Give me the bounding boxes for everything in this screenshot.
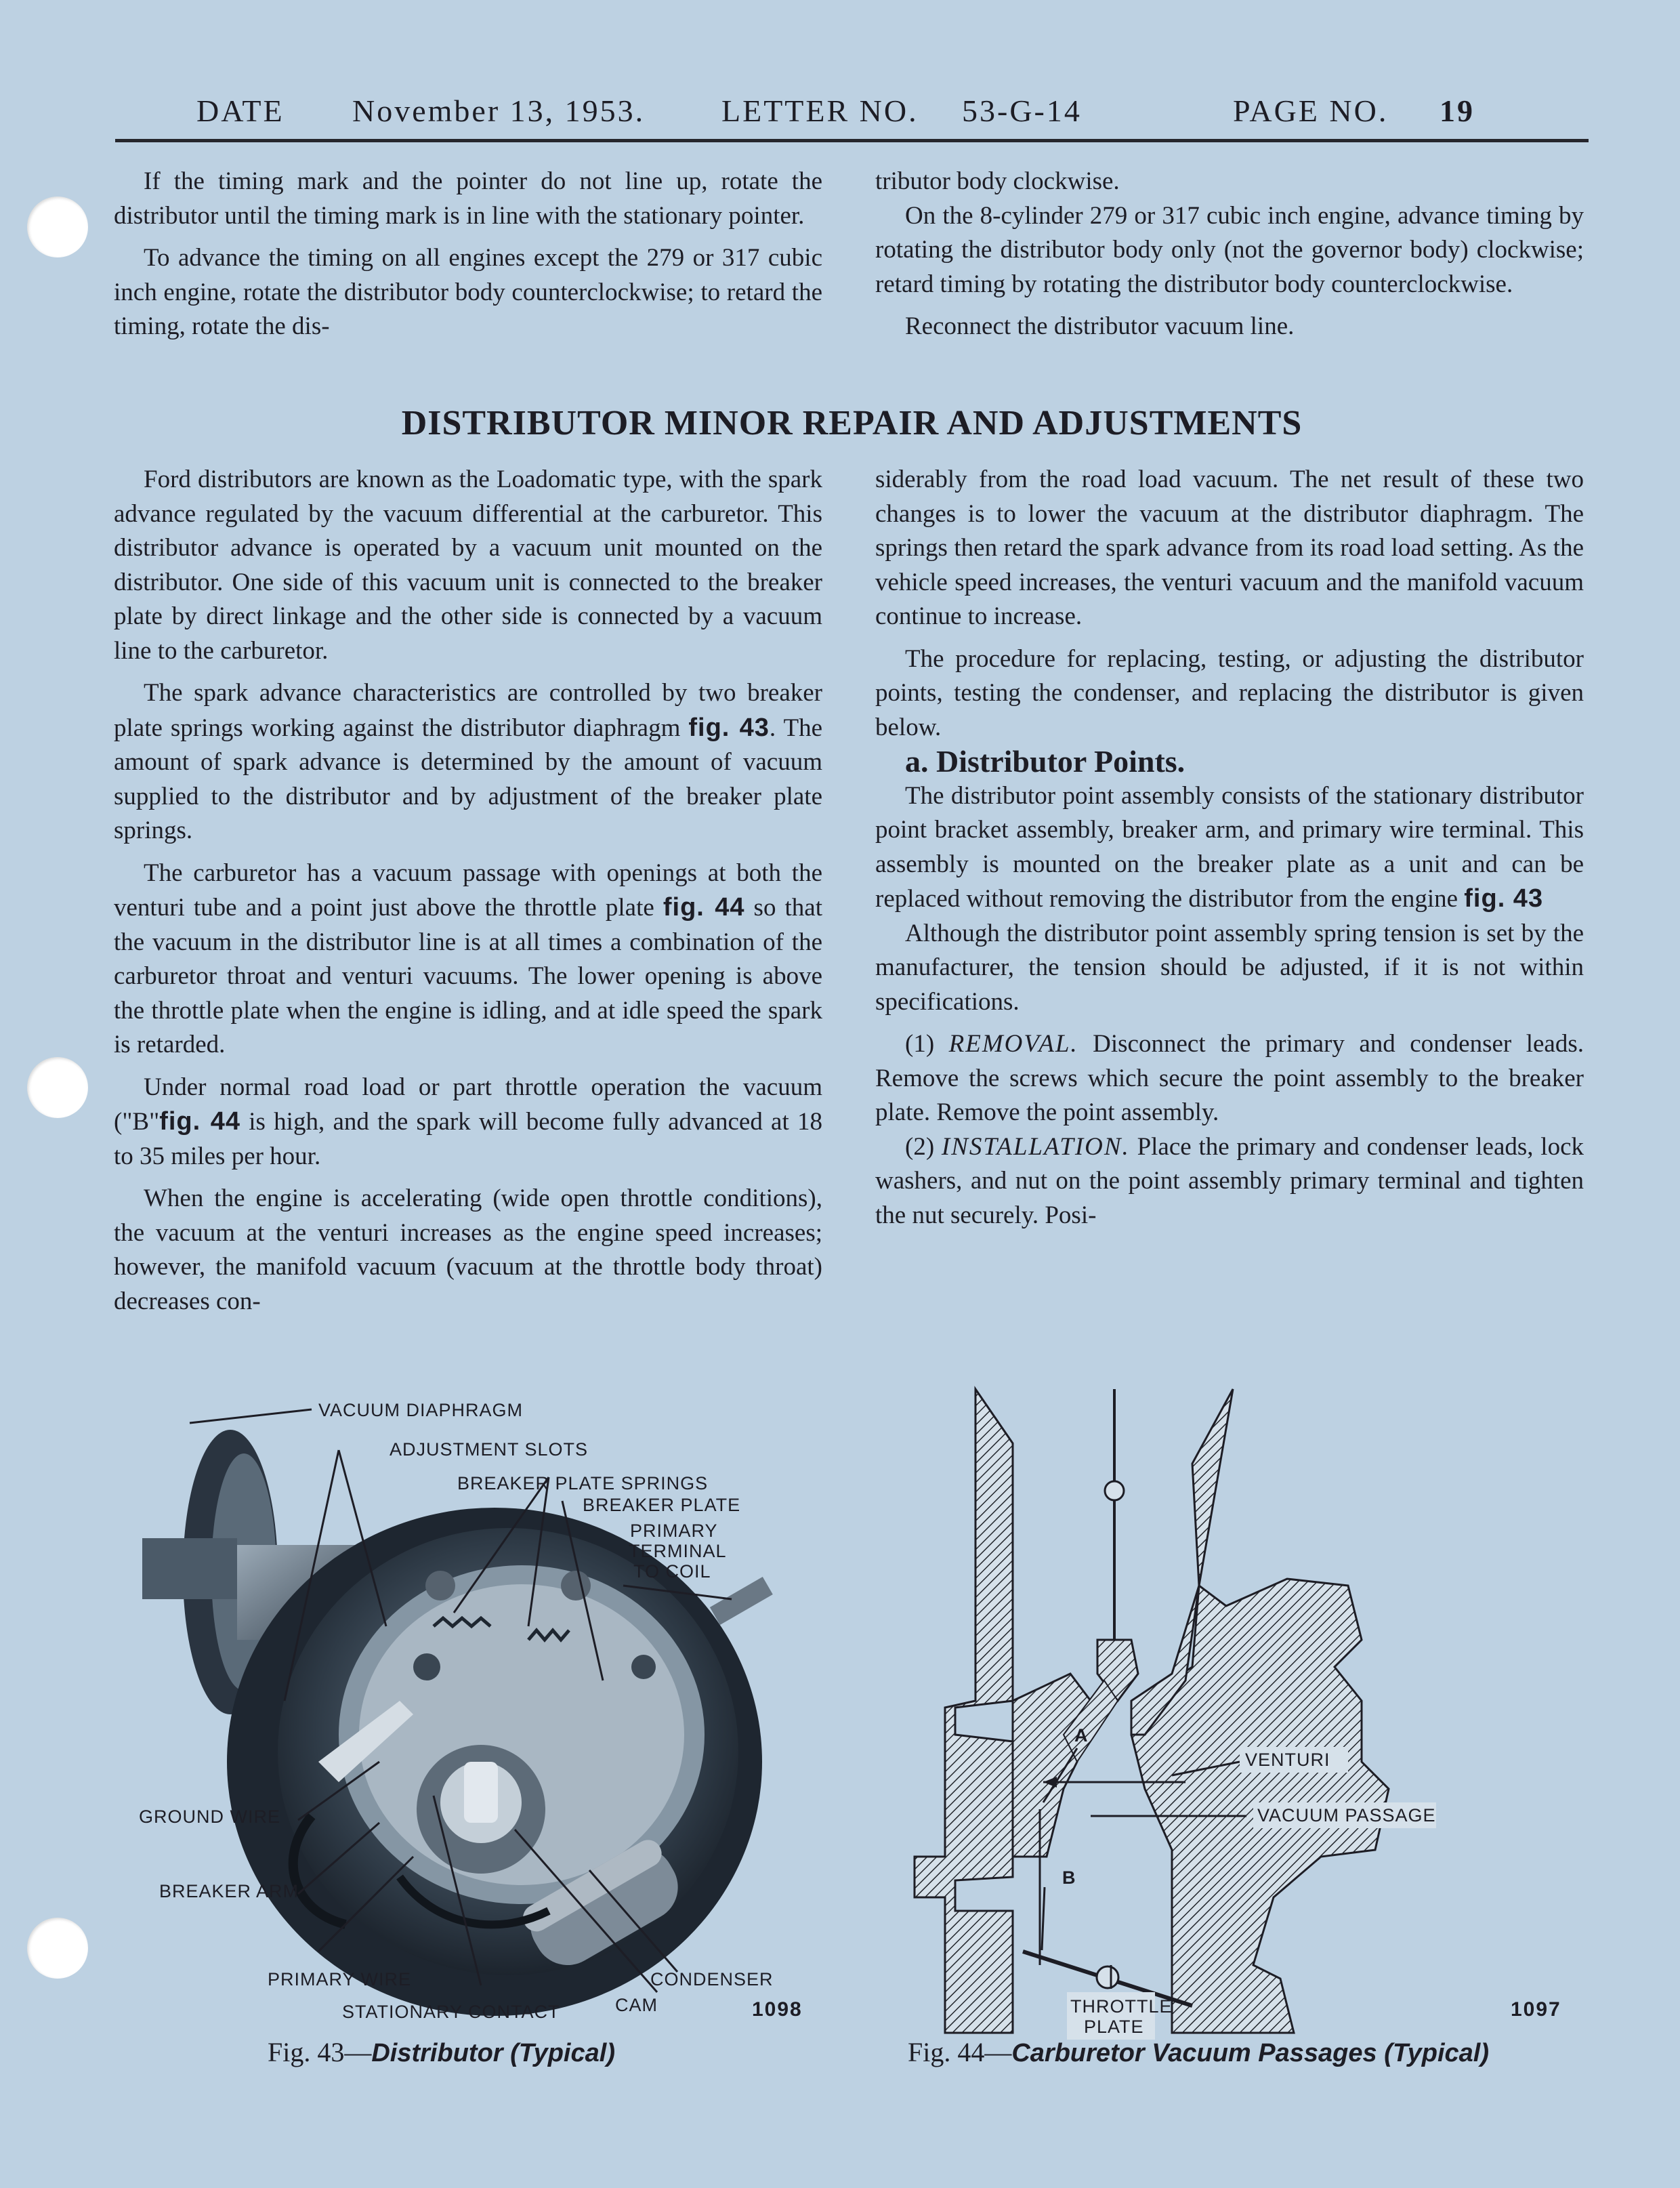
binder-hole-bottom: [27, 1918, 88, 1979]
venturi-shape: [1013, 1674, 1091, 1857]
label-breaker-plate: BREAKER PLATE: [583, 1495, 741, 1515]
figure-43-caption: Fig. 43—Distributor (Typical): [268, 2037, 615, 2067]
label-b: B: [1062, 1867, 1076, 1888]
figure-44-carburetor: [874, 1382, 1592, 2046]
figure-reference[interactable]: fig. 44: [159, 1107, 241, 1136]
section-title: DISTRIBUTOR MINOR REPAIR AND ADJUSTMENTS: [401, 404, 1303, 442]
top-left-text: [114, 165, 822, 344]
left-column: [114, 463, 822, 1319]
paragraph: To advance the timing on all engines except the 279 or 317 cubic inch engine, rotate the distributor body counterclockwise; to retard the timing, rotate the dis-: [114, 244, 822, 340]
letter-label: LETTER NO.: [721, 94, 919, 128]
label-adjustment-slots: ADJUSTMENT SLOTS: [390, 1439, 589, 1460]
right-body-shape: [1131, 1389, 1389, 2033]
binder-hole-top: [27, 197, 88, 257]
label-venturi: VENTURI: [1245, 1750, 1330, 1770]
paragraph: The distributor point assembly consists of the stationary distributor point bracket assembly, breaker arm, and primary wire terminal. This assembly is mounted on the breaker plate as a unit and can be replaced without removing the distributor from the engine fig. 43: [875, 781, 1584, 913]
page-label: PAGE NO.: [1233, 94, 1389, 128]
figure-reference[interactable]: fig. 44: [663, 893, 745, 922]
paragraph: tributor body clockwise.: [875, 167, 1120, 195]
subsection-heading: a. Distributor Points.: [905, 744, 1185, 779]
label-condenser: CONDENSER: [650, 1969, 774, 1989]
label-primary-terminal: PRIMARY: [630, 1521, 718, 1541]
label-stationary-contact: STATIONARY CONTACT: [342, 2002, 560, 2022]
paragraph: If the timing mark and the pointer do not line up, rotate the distributor until the timing mark is in line with the stationary pointer.: [114, 167, 822, 230]
label-breaker-arm: BREAKER ARM: [159, 1881, 299, 1901]
label-vacuum-passage: VACUUM PASSAGE: [1257, 1805, 1436, 1825]
figure-number: 1097: [1511, 1998, 1561, 2021]
label-primary-terminal-2: TERMINAL: [629, 1541, 727, 1561]
paragraph: The procedure for replacing, testing, or adjusting the distributor points, testing the condenser, and replacing the distributor is given below.: [875, 644, 1584, 741]
label-breaker-plate-springs: BREAKER PLATE SPRINGS: [457, 1473, 709, 1493]
label-primary-terminal-3: TO COIL: [633, 1561, 711, 1582]
figure-reference[interactable]: fig. 43: [688, 713, 770, 742]
paragraph: (2) INSTALLATION. Place the primary and condenser leads, lock washers, and nut on the point assembly primary terminal and tighten the nut securely. Posi-: [875, 1132, 1584, 1229]
label-vacuum-diaphragm: VACUUM DIAPHRAGM: [318, 1400, 524, 1420]
label-plate: PLATE: [1084, 2017, 1144, 2037]
date-label: DATE: [196, 94, 285, 128]
figure-number: 1098: [752, 1998, 803, 2021]
removal-term: REMOVAL.: [948, 1030, 1078, 1058]
left-wall-shape: [915, 1389, 1013, 2033]
page-value: 19: [1440, 94, 1475, 128]
date-value: November 13, 1953.: [352, 94, 646, 128]
label-primary-wire: PRIMARY WIRE: [268, 1969, 412, 1989]
paragraph: Ford distributors are known as the Loadomatic type, with the spark advance regulated by the vacuum differential at the carburetor. This distributor advance is operated by a vacuum unit mounted on the distributor. One side of this vacuum unit is connected to the breaker plate by direct linkage and the other side is connected by a vacuum line to the carburetor.: [114, 466, 822, 665]
paragraph: Although the distributor point assembly spring tension is set by the manufacturer, the tension should be adjusted, if it is not within specifications.: [875, 919, 1584, 1016]
paragraph: siderably from the road load vacuum. The net result of these two changes is to lower the vacuum at the distributor diaphragm. The springs then retard the spark advance from its road load setting. As the vehicle speed increases, the venturi vacuum and the manifold vacuum continue to increase.: [875, 466, 1584, 630]
label-cam: CAM: [615, 1995, 658, 2015]
binder-hole-middle: [27, 1057, 88, 1118]
figure-43-distributor: [115, 1382, 847, 2046]
page-header: [115, 85, 1589, 142]
figure-reference[interactable]: fig. 43: [1464, 884, 1544, 913]
label-ground-wire: GROUND WIRE: [139, 1807, 280, 1827]
paragraph: Reconnect the distributor vacuum line.: [905, 312, 1295, 340]
paragraph: (1) REMOVAL. Disconnect the primary and condenser leads. Remove the screws which secure the point assembly to the breaker plate. Remove the point assembly.: [875, 1030, 1584, 1126]
installation-term: INSTALLATION.: [941, 1132, 1130, 1161]
paragraph: The carburetor has a vacuum passage with openings at both the venturi tube and a point just above the throttle plate fig. 44 so that the vacuum in the distributor line is at all times a combination of the carburetor throat and venturi vacuums. The lower opening is above the throttle plate when the engine is idling, and at idle speed the spark is retarded.: [114, 859, 822, 1058]
cam-shape: [464, 1762, 498, 1823]
carburetor-illustration: [874, 1382, 1592, 2046]
label-a: A: [1074, 1725, 1089, 1746]
figure-44-caption: Fig. 44—Carburetor Vacuum Passages (Typical): [908, 2037, 1490, 2067]
top-right-text: [875, 165, 1584, 344]
letter-value: 53-G-14: [962, 94, 1082, 128]
paragraph: Under normal road load or part throttle operation the vacuum ("B"fig. 44 is high, and the spark will become fully advanced at 18 to 35 miles per hour.: [114, 1073, 822, 1170]
paragraph: The spark advance characteristics are controlled by two breaker plate springs working against the distributor diaphragm fig. 43. The amount of spark advance is determined by the amount of vacuum supplied to the distributor and by adjustment of the breaker plate springs.: [114, 679, 823, 844]
paragraph: On the 8-cylinder 279 or 317 cubic inch engine, advance timing by rotating the distributor body only (not the governor body) clockwise; retard timing by rotating the distributor body counterclockwise.: [875, 201, 1584, 298]
distributor-illustration: [115, 1382, 847, 2046]
right-column: [875, 463, 1584, 1233]
paragraph: When the engine is accelerating (wide open throttle conditions), the vacuum at the venturi increases as the engine speed increases; however, the manifold vacuum (vacuum at the throttle body throat) decreases con-: [114, 1184, 822, 1315]
primary-terminal-shape: [710, 1577, 773, 1625]
label-throttle: THROTTLE: [1070, 1996, 1173, 2017]
